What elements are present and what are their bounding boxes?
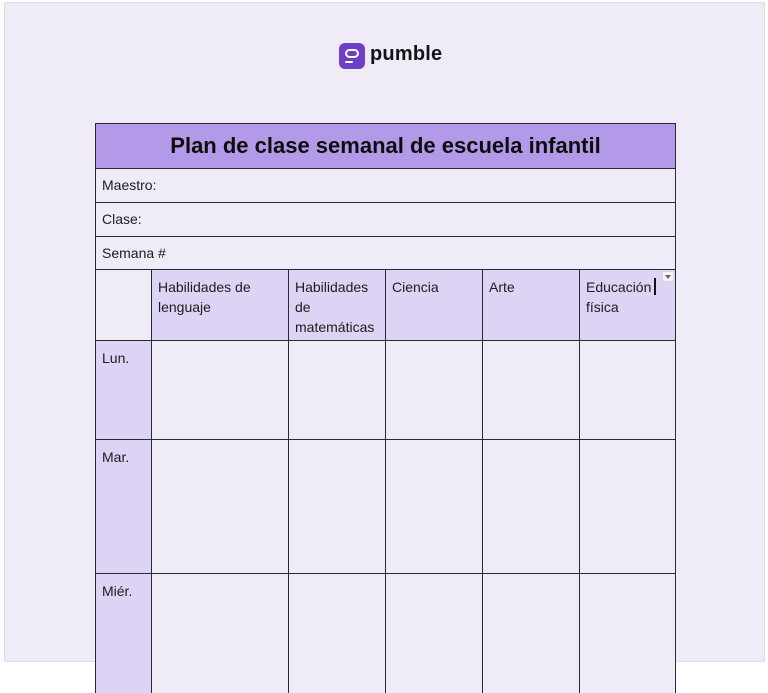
- table-title[interactable]: Plan de clase semanal de escuela infantil: [95, 123, 676, 168]
- table-cell[interactable]: [579, 573, 676, 693]
- table-cell[interactable]: [151, 573, 288, 693]
- brand-logo: [339, 42, 442, 70]
- header-math-skills[interactable]: Habilidades de matemáticas: [288, 269, 385, 340]
- day-monday[interactable]: Lun.: [95, 340, 151, 439]
- teacher-field[interactable]: Maestro:: [95, 168, 676, 202]
- table-cell[interactable]: [385, 439, 482, 573]
- table-cell[interactable]: [482, 340, 579, 439]
- week-field[interactable]: Semana #: [95, 236, 676, 270]
- table-cell[interactable]: [579, 340, 676, 439]
- header-physical-education-label: Educación física: [586, 279, 656, 315]
- table-cell[interactable]: [579, 439, 676, 573]
- table-cell[interactable]: [385, 573, 482, 693]
- table-cell[interactable]: [151, 439, 288, 573]
- day-tuesday[interactable]: Mar.: [95, 439, 151, 573]
- header-science[interactable]: Ciencia: [385, 269, 482, 340]
- day-wednesday[interactable]: Miér.: [95, 573, 151, 693]
- header-corner-cell[interactable]: [95, 269, 151, 340]
- table-cell[interactable]: [482, 439, 579, 573]
- class-field[interactable]: Clase:: [95, 202, 676, 236]
- header-language-skills[interactable]: Habilidades de lenguaje: [151, 269, 288, 340]
- dropdown-arrow-icon[interactable]: [662, 271, 674, 282]
- table-cell[interactable]: [288, 573, 385, 693]
- table-cell[interactable]: [288, 439, 385, 573]
- table-cell[interactable]: [151, 340, 288, 439]
- text-cursor: [654, 278, 656, 295]
- pumble-logo-icon: [339, 43, 365, 69]
- table-cell[interactable]: [288, 340, 385, 439]
- header-physical-education[interactable]: [579, 269, 676, 340]
- table-cell[interactable]: [385, 340, 482, 439]
- brand-name: pumble: [370, 43, 443, 65]
- table-cell[interactable]: [482, 573, 579, 693]
- header-art[interactable]: Arte: [482, 269, 579, 340]
